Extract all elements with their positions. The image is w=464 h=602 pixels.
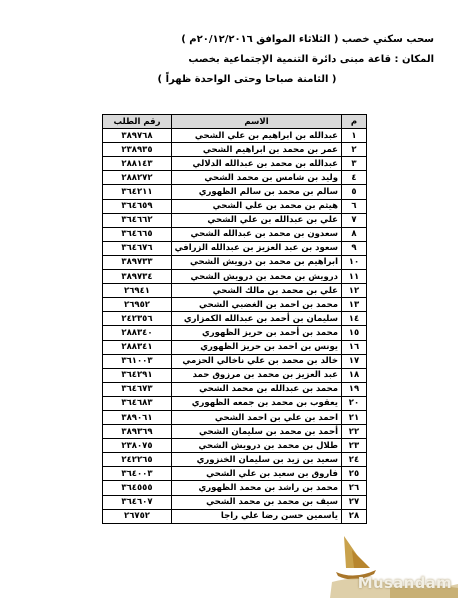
row-name: سالم بن محمد بن سالم الظهوري: [172, 185, 342, 199]
row-request-number: ٣٨٩٣٦٩: [103, 425, 172, 439]
row-name: علي بن محمد بن مالك الشحي: [172, 284, 342, 298]
table-row: [103, 425, 367, 439]
header-request: رقم الطلب: [103, 115, 172, 129]
row-number: ٢٧: [342, 495, 367, 509]
row-number: ١٦: [342, 340, 367, 354]
table-row: [103, 213, 367, 227]
row-name: محمد بن عبدالله بن محمد الشحي: [172, 382, 342, 396]
row-request-number: ٣٦٤٦٠٧: [103, 495, 172, 509]
row-number: ١٧: [342, 354, 367, 368]
row-request-number: ٣٦٤٦٦٢: [103, 213, 172, 227]
row-name: خالد بن محمد بن علي ناخالي الحزمي: [172, 354, 342, 368]
header-no: م: [342, 115, 367, 129]
table-row: [103, 255, 367, 269]
row-request-number: ٣٨٩٠٦١: [103, 410, 172, 424]
table-row: [103, 143, 367, 157]
row-name: محمد بن راشد بن محمد الظهوري: [172, 481, 342, 495]
row-name: سعدون بن محمد بن عبدالله الشحي: [172, 227, 342, 241]
row-request-number: ٢٦٩٥٢: [103, 298, 172, 312]
row-request-number: ٣٦٤٠٠٣: [103, 467, 172, 481]
watermark-text: Musandam: [357, 574, 452, 592]
header-line-draw: سحب سكني خصب ( الثلاثاء الموافق ٢٠/١٢/٢٠١٦م ): [181, 34, 434, 45]
table-row: [103, 509, 367, 523]
row-number: ١٨: [342, 368, 367, 382]
row-name: احمد بن علي بن احمد الشحي: [172, 410, 342, 424]
row-name: عمر بن محمد بن ابراهيم الشحي: [172, 143, 342, 157]
table-row: [103, 185, 367, 199]
table-row: [103, 171, 367, 185]
document-header: [60, 30, 434, 90]
row-name: ياسمين حسن رضا علي راجا: [172, 509, 342, 523]
row-name: علي بن عبدالله بن علي الشحي: [172, 213, 342, 227]
row-request-number: ٣٦٤٦٨٣: [103, 396, 172, 410]
row-name: يعقوب بن محمد بن جمعه الظهوري: [172, 396, 342, 410]
row-name: سيف بن محمد بن محمد الشحي: [172, 495, 342, 509]
row-number: ١٣: [342, 298, 367, 312]
row-number: ٢٨: [342, 509, 367, 523]
row-number: ٢١: [342, 410, 367, 424]
row-request-number: ٢٨٨٢٧٢: [103, 171, 172, 185]
table-row: [103, 439, 367, 453]
table-row: [103, 453, 367, 467]
row-number: ٢٦: [342, 481, 367, 495]
row-name: طلال بن محمد بن درويش الشحي: [172, 439, 342, 453]
table-body: [103, 129, 367, 524]
row-name: ابراهيم بن محمد بن درويش الشحي: [172, 255, 342, 269]
draw-table: [102, 114, 367, 524]
table-row: [103, 467, 367, 481]
row-name: سعيد بن زيد بن سليمان الخنزوري: [172, 453, 342, 467]
row-name: فاروق بن سعيد بن علي الشحي: [172, 467, 342, 481]
table-row: [103, 340, 367, 354]
row-number: ١: [342, 129, 367, 143]
table-header-row: [103, 115, 367, 129]
table-row: [103, 495, 367, 509]
row-number: ٧: [342, 213, 367, 227]
row-request-number: ٣٦٤٦٥٩: [103, 199, 172, 213]
row-number: ٢٢: [342, 425, 367, 439]
table-row: [103, 227, 367, 241]
row-name: عبدالله بن ابراهيم بن علي الشحي: [172, 129, 342, 143]
table-row: [103, 199, 367, 213]
row-request-number: ٢٦٧٥٢: [103, 509, 172, 523]
row-request-number: ٣٦٤٥٥٥: [103, 481, 172, 495]
row-number: ١٠: [342, 255, 367, 269]
musandam-watermark: [330, 528, 460, 598]
table-row: [103, 270, 367, 284]
row-request-number: ٣٦٤٦٦٥: [103, 227, 172, 241]
row-name: سليمان بن أحمد بن عبدالله الكمزاري: [172, 312, 342, 326]
table-row: [103, 481, 367, 495]
row-request-number: ٣٨٩٧٣٣: [103, 255, 172, 269]
row-request-number: ٣٨٩٧٣٤: [103, 270, 172, 284]
row-number: ٢: [342, 143, 367, 157]
table-row: [103, 157, 367, 171]
row-number: ٩: [342, 241, 367, 255]
row-request-number: ٢٨٨٣٤٠: [103, 326, 172, 340]
row-number: ٢٤: [342, 453, 367, 467]
row-name: أحمد بن محمد بن سليمان الشحي: [172, 425, 342, 439]
row-request-number: ٣٦٤٦٧٦: [103, 241, 172, 255]
row-request-number: ٢٦٩٤١: [103, 284, 172, 298]
row-number: ٤: [342, 171, 367, 185]
row-name: محمد بن احمد بن الغضبي الشحي: [172, 298, 342, 312]
row-number: ٨: [342, 227, 367, 241]
row-request-number: ٢٤٢٢٦٥: [103, 453, 172, 467]
row-request-number: ٢٨٨١٤٣: [103, 157, 172, 171]
header-line-place: المكان : قاعة مبنى دائرة التنمية الإجتماعية بخصب: [188, 54, 434, 65]
header-name: الاسم: [172, 115, 342, 129]
row-request-number: ٢٣٨٠٧٥: [103, 439, 172, 453]
table-row: [103, 312, 367, 326]
row-request-number: ٢٨٨٣٤١: [103, 340, 172, 354]
table-row: [103, 382, 367, 396]
table-row: [103, 326, 367, 340]
row-number: ١٤: [342, 312, 367, 326]
row-name: محمد بن أحمد بن حريز الظهوري: [172, 326, 342, 340]
row-request-number: ٣٦٤٢١١: [103, 185, 172, 199]
row-number: ٦: [342, 199, 367, 213]
row-name: سعود بن عبد العزيز بن عبدالله الزرافي: [172, 241, 342, 255]
row-number: ٣: [342, 157, 367, 171]
table-row: [103, 298, 367, 312]
table-row: [103, 129, 367, 143]
row-number: ١٥: [342, 326, 367, 340]
row-name: درويش بن محمد بن درويش الشحي: [172, 270, 342, 284]
row-request-number: ٣٦١٠٠٣: [103, 354, 172, 368]
row-number: ٢٣: [342, 439, 367, 453]
table-row: [103, 410, 367, 424]
row-request-number: ٢٣٨٩٣٥: [103, 143, 172, 157]
row-name: هيثم بن محمد بن علي الشحي: [172, 199, 342, 213]
row-request-number: ٢٤٢٣٥٦: [103, 312, 172, 326]
row-number: ٥: [342, 185, 367, 199]
row-request-number: ٣٦٤٢٩١: [103, 368, 172, 382]
row-name: عبد العزيز بن محمد بن مرزوق حمد: [172, 368, 342, 382]
row-request-number: ٣٦٤٦٧٣: [103, 382, 172, 396]
table-row: [103, 354, 367, 368]
row-name: وليد بن شامس بن محمد الشحي: [172, 171, 342, 185]
table-row: [103, 241, 367, 255]
header-line-time: ( الثامنة صباحا وحتى الواحدة ظهراً ): [157, 74, 337, 85]
row-name: عبدالله بن محمد بن عبدالله الدلالي: [172, 157, 342, 171]
row-number: ٢٠: [342, 396, 367, 410]
row-number: ١١: [342, 270, 367, 284]
table-row: [103, 396, 367, 410]
row-request-number: ٣٨٩٧٦٨: [103, 129, 172, 143]
row-number: ١٩: [342, 382, 367, 396]
row-name: يونس بن احمد بن حريز الظهوري: [172, 340, 342, 354]
row-number: ١٢: [342, 284, 367, 298]
table-row: [103, 284, 367, 298]
row-number: ٢٥: [342, 467, 367, 481]
table-row: [103, 368, 367, 382]
